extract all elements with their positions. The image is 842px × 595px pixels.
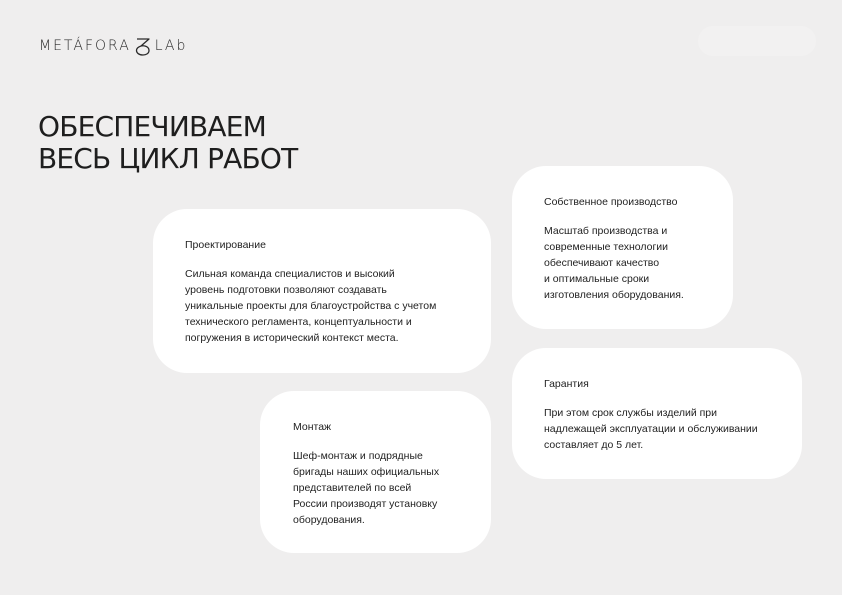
top-right-pill [698,26,816,56]
card-design-title: Проектирование [185,239,266,251]
page-title-line-2: ВЕСЬ ЦИКЛ РАБОТ [38,142,298,175]
page-title-line-1: ОБЕСПЕЧИВАЕМ [38,110,266,143]
card-warranty-text: При этом срок службы изделий при надлежащей эксплуатации и обслуживании составляет до 5 лет. [544,407,758,451]
brand-logo [39,36,187,56]
card-design-text: Сильная команда специалистов и высокий уровень подготовки позволяют создавать уникальные проекты для благоустройства с учетом технического регламента, концептуальности и погружения в исторический контекст места. [185,268,437,344]
card-installation-text: Шеф-монтаж и подрядные бригады наших официальных представителей по всей России производят установку оборудования. [293,450,440,526]
card-production-title: Собственное производство [544,196,678,208]
page-title [38,111,297,175]
card-production-text: Масштаб производства и современные технологии обеспечивают качество и оптимальные сроки изготовления оборудования. [544,225,684,301]
card-installation [260,391,491,553]
card-installation-title: Монтаж [293,421,332,433]
card-production [512,166,733,329]
card-design [153,209,491,373]
card-warranty [512,348,802,479]
card-warranty-title: Гарантия [544,378,589,390]
logo-mark-icon [133,36,153,56]
logo-text-left: METÁFORA [39,38,131,54]
logo-text-right: LAb [154,38,188,54]
